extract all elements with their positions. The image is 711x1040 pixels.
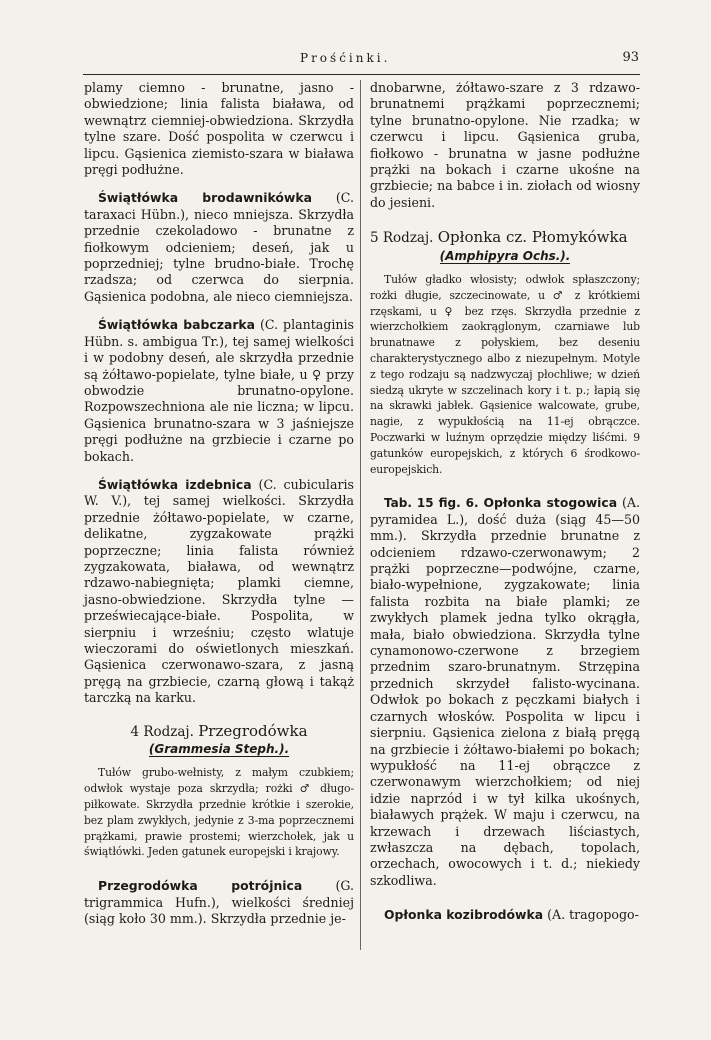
species-name: Przegrodówka potrójnica [98,878,303,894]
species-entry [84,477,354,707]
species-entry [370,495,640,889]
species-entry [84,317,354,465]
species-name: Świątłówka babczarka [98,317,256,333]
genus-heading [370,229,640,246]
species-name: Opłonka kozibrodówka [384,907,544,923]
species-text: (A. pyramidea L.), dość duża (siąg 45—50 mm.). Skrzydła przednie brunatne z odcieniem rdzawo-czerwonawym; 2 prążki poprzeczne—podwójne, czarne, biało-wypełnione, zygzakowate; linia falista rozbita na białe plamki; ze zwykłych plamek jedna tylko okrągła, mała, biało obwiedziona. Skrzydła tylne cynamonowo-czerwone z brzegiem przednim szaro-brunatnym. Strzępina przednich skrzydeł falisto-wycinana. Odwłok po bokach z pęczkami białych i czarnych włosków. Pospolita w lipcu i sierpniu. Gąsienica zielona z białą pręgą na grzbiecie i żółtawo-białemi po bokach; wypukłość na 11-ej obrączce z czerwonawym wierzchołkiem; od niej idzie naprzód i w tył kilka ukośnych, białawych prążek. W maju i czerwcu, na krzewach i drzewach liściastych, zwłaszcza na dębach, topolach, orzechach, owocowych i t. d.; niekiedy szkodliwa. [370,495,640,888]
species-text: (A. tragopogo- [547,907,639,923]
species-text: (C. plantaginis Hübn. s. ambigua Tr.), tej samej wielkości i w podobny deseń, ale skrzydła przednie są żółtawo-popielate, tylne białe, u ♀ przy obwodzie brunatno-opylone. Rozpowszechniona ale nie liczna; w lipcu. Gąsienica brunatno-szara w 3 jaśniejsze pręgi podłużne na grzbiecie i czarne po bokach. [84,317,354,464]
paragraph: dnobarwne, żółtawo-szare z 3 rdzawo-brunatnemi prążkami poprzecznemi; tylne brunatno-opylone. Nie rzadka; w czerwcu i lipcu. Gąsienica gruba, fiołkowo - brunatna w jasne podłużne prążki na bokach i czarne ukośne na grzbiecie; na babce i in. ziołach od wiosny do jesieni. [370,80,640,210]
genus-author: (Amphipyra Ochs.). [439,248,571,263]
genus-description: Tułów grubo-wełnisty, z małym czubkiem; odwłok wystaje poza skrzydła; rożki ♂ długo-piłkowate. Skrzydła przednie krótkie i szerokie, bez plam zwykłych, jedynie z 3-ma poprzecznemi prążkami, prawie prostemi; wierzchołek, jak u świątłówki. Jeden gatunek europejski i krajowy. [84,766,354,859]
genus-heading [84,723,354,740]
genus-number: 5 Rodzaj. [370,230,434,247]
paragraph: plamy ciemno - brunatne, jasno - obwiedzione; linia falista biaława, od wewnątrz ciemniej-obwiedziona. Skrzydła tylne szare. Dość pospolita w czerwcu i lipcu. Gąsienica ziemisto-szara w biaława pręgi podłużne. [84,80,354,178]
species-name: Świątłówka izdebnica [98,476,252,492]
species-text: (C. taraxaci Hübn.), nieco mniejsza. Skrzydła przednie czekoladowo - brunatne z fiołkowym odcieniem; deseń, jak u poprzedniej; tylne brudno-białe. Trochę rzadsza; od czerwca do sierpnia. Gąsienica podobna, ale nieco ciemniejsza. [84,190,354,304]
genus-author: (Grammesia Steph.). [148,742,290,757]
genus-number: 4 Rodzaj. [130,723,194,740]
running-title: Prośćinki. [300,51,391,65]
left-column [84,80,354,927]
genus-name: Przegrodówka [198,721,308,740]
genus-name: Opłonka cz. Płomykówka [437,228,628,247]
species-entry [84,190,354,305]
species-name: Opłonka stogowica [483,495,618,511]
species-text: (C. cubicularis W. V.), tej samej wielkości. Skrzydła przednie żółtawo-popielate, w czarne, delikatne, zygzakowate prążki poprzeczne; linia falista również zygzakowata, biaława, od wewnątrz rdzawo-nabiegnięta; plamki ciemne, jasno-obwiedzione. Skrzydła tylne — przeświecające-białe. Pospolita, w sierpniu i wrześniu; często wlatuje wieczorami do oświetlonych mieszkań. Gąsienica czerwonawo-szara, z jasną pręgą na grzbiecie, czarną głową i takąż tarczką na karku. [84,476,354,706]
species-entry [370,907,640,923]
genus-description: Tułów gładko włosisty; odwłok spłaszczony; rożki długie, szczecinowate, u ♂ z krótkiemi rzęskami, u ♀ bez rzęs. Skrzydła przednie z wierzchołkiem zaokrąglonym, czarniawe lub brunatnawe z połyskiem, bez deseniu charakterystycznego albo z niezupełnym. Motyle z tego rodzaju są nadzwyczaj płochliwe; w dzień siedzą ukryte w szczelinach kory i t. p.; łapią się na skrawki jabłek. Gąsienice walcowate, grube, nagie, z wypukłością na 11-ej obrączce. Poczwarki w luźnym oprzędzie między liśćmi. 9 gatunków europejskich, z których 6 środkowo-europejskich. [370,273,640,476]
page-number: 93 [622,50,639,65]
plate-reference: Tab. 15 fig. 6. [384,496,479,511]
species-name: Świątłówka brodawnikówka [98,190,312,206]
right-column [370,80,640,924]
species-text: (G. trigrammica Hufn.), wielkości średniej (siąg koło 30 mm.). Skrzydła przednie je- [84,878,354,927]
header-rule [83,74,640,75]
column-divider [360,80,361,950]
species-entry [84,878,354,927]
